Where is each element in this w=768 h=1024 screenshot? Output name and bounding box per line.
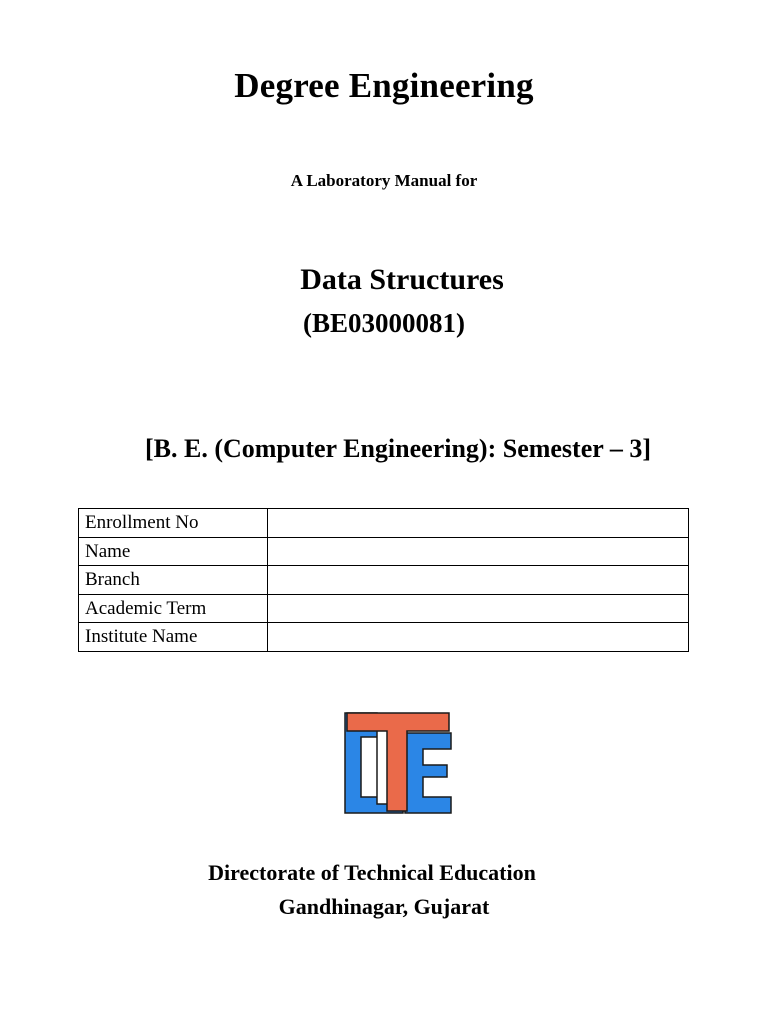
institute-name-field[interactable] <box>268 623 689 652</box>
directorate-name: Directorate of Technical Education <box>208 860 536 885</box>
academic-term-label: Academic Term <box>79 594 268 623</box>
table-row <box>79 509 689 538</box>
branch-field[interactable] <box>268 566 689 595</box>
logo-e-shape <box>405 733 451 813</box>
institute-name-label: Institute Name <box>79 623 268 652</box>
table-row <box>79 594 689 623</box>
table-row <box>79 566 689 595</box>
enrollment-no-label: Enrollment No <box>79 509 268 538</box>
student-info-table <box>78 508 689 652</box>
branch-label: Branch <box>79 566 268 595</box>
academic-term-field[interactable] <box>268 594 689 623</box>
enrollment-no-field[interactable] <box>268 509 689 538</box>
directorate-location: Gandhinagar, Gujarat <box>278 894 490 919</box>
document-title: Degree Engineering <box>234 66 534 105</box>
table-row <box>79 623 689 652</box>
table-row <box>79 537 689 566</box>
course-code: (BE03000081) <box>303 308 465 338</box>
dte-logo-icon <box>343 711 453 815</box>
name-field[interactable] <box>268 537 689 566</box>
name-label: Name <box>79 537 268 566</box>
course-name: Data Structures <box>300 263 504 296</box>
program-semester: [B. E. (Computer Engineering): Semester – 3] <box>145 434 651 463</box>
document-subtitle: A Laboratory Manual for <box>290 171 478 190</box>
